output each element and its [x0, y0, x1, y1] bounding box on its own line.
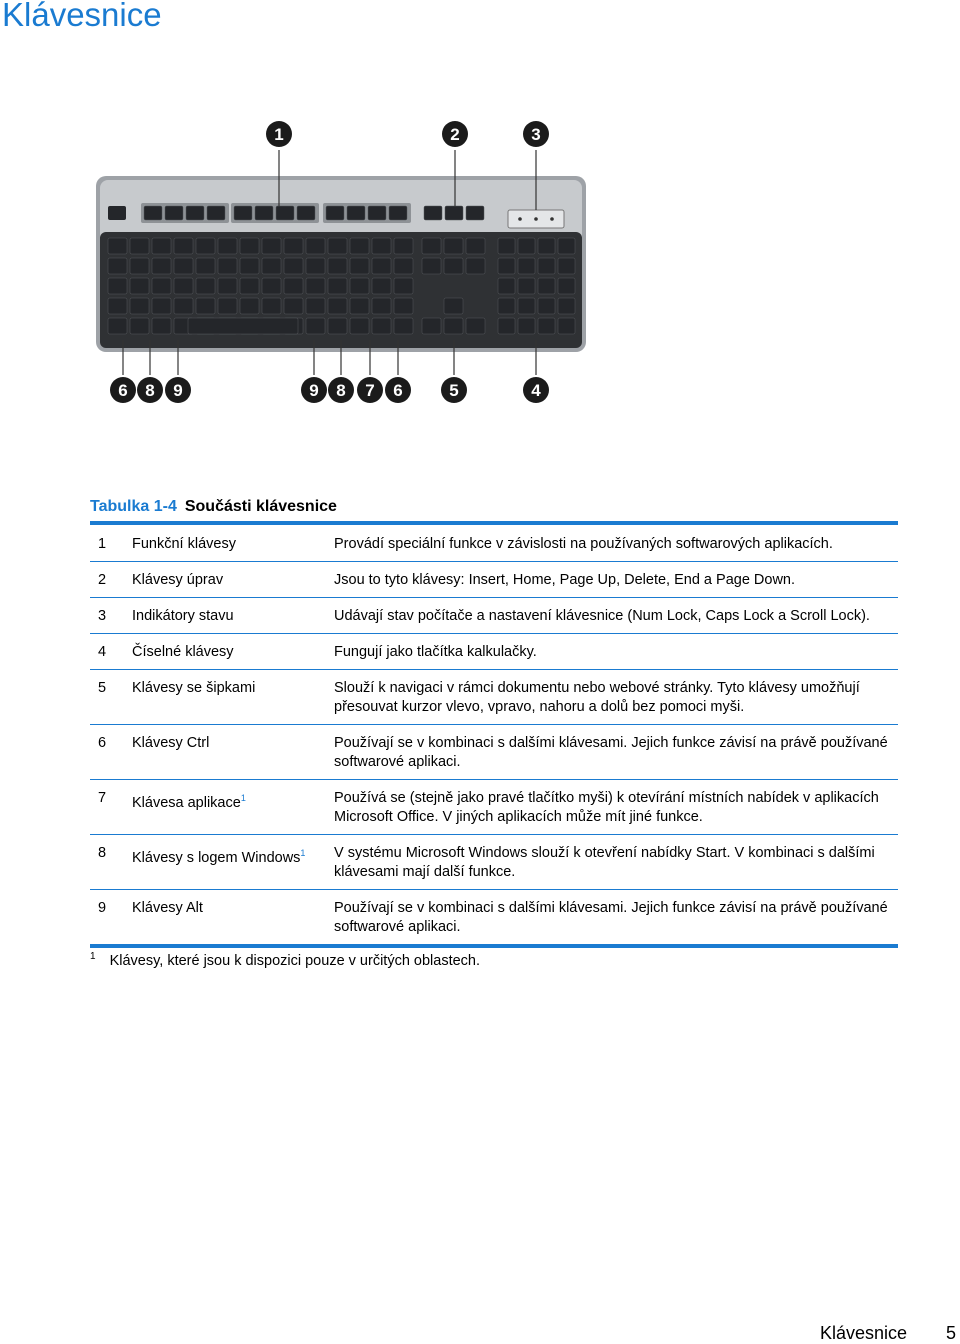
- key: [466, 206, 484, 220]
- key: [196, 258, 215, 274]
- row-number: 6: [90, 725, 132, 780]
- footer-label: Klávesnice: [820, 1323, 908, 1343]
- key: [240, 238, 259, 254]
- key: [306, 238, 325, 254]
- key: [328, 278, 347, 294]
- key: [518, 238, 535, 254]
- row-description: Fungují jako tlačítka kalkulačky.: [334, 634, 898, 670]
- key: [444, 298, 463, 314]
- key: [174, 238, 193, 254]
- row-component-name: [132, 634, 334, 670]
- component-name-text: Indikátory stavu: [132, 608, 234, 624]
- row-number: 4: [90, 634, 132, 670]
- key: [306, 318, 325, 334]
- key: [498, 318, 515, 334]
- key: [284, 278, 303, 294]
- key: [108, 318, 127, 334]
- key: [284, 258, 303, 274]
- key: [350, 298, 369, 314]
- key: [394, 318, 413, 334]
- key: [297, 206, 315, 220]
- row-component-name: [132, 598, 334, 634]
- key: [262, 278, 281, 294]
- row-description: Provádí speciální funkce v závislosti na používaných softwarových aplikacích.: [334, 526, 898, 562]
- key: [518, 278, 535, 294]
- row-component-name: [132, 562, 334, 598]
- table-caption: [90, 498, 337, 516]
- callout-number: 9: [173, 381, 183, 400]
- key: [389, 206, 407, 220]
- component-name-text: Číselné klávesy: [132, 644, 234, 660]
- key: [326, 206, 344, 220]
- key: [394, 258, 413, 274]
- key: [306, 278, 325, 294]
- key: [130, 298, 149, 314]
- key: [108, 298, 127, 314]
- key: [422, 238, 441, 254]
- key: [152, 318, 171, 334]
- table-row: [90, 890, 898, 945]
- key: [306, 298, 325, 314]
- key: [350, 318, 369, 334]
- key: [328, 298, 347, 314]
- row-description: Slouží k navigaci v rámci dokumentu nebo webové stránky. Tyto klávesy umožňují přesouvat kurzor vlevo, vpravo, nahoru a dolů bez pomoci myši.: [334, 670, 898, 725]
- key: [306, 258, 325, 274]
- key: [152, 278, 171, 294]
- table-row: [90, 526, 898, 562]
- key: [218, 278, 237, 294]
- row-number: 2: [90, 562, 132, 598]
- component-name-text: Klávesa aplikace: [132, 795, 241, 811]
- key: [466, 258, 485, 274]
- key: [518, 298, 535, 314]
- key: [328, 238, 347, 254]
- key: [240, 278, 259, 294]
- callout-number: 1: [274, 125, 284, 144]
- key: [518, 258, 535, 274]
- key: [394, 298, 413, 314]
- footnote-ref: 1: [240, 793, 246, 803]
- key: [196, 278, 215, 294]
- callout-number: 4: [531, 381, 541, 400]
- key: [218, 298, 237, 314]
- key: [284, 238, 303, 254]
- component-name-text: Klávesy s logem Windows: [132, 850, 301, 866]
- row-number: 3: [90, 598, 132, 634]
- key: [262, 258, 281, 274]
- key: [255, 206, 273, 220]
- callout-number: 6: [393, 381, 403, 400]
- key: [240, 258, 259, 274]
- row-number: 5: [90, 670, 132, 725]
- key: [262, 298, 281, 314]
- key: [538, 298, 555, 314]
- key: [174, 258, 193, 274]
- key: [186, 206, 204, 220]
- row-component-name: [132, 835, 334, 890]
- key: [445, 206, 463, 220]
- key: [218, 258, 237, 274]
- key: [538, 278, 555, 294]
- key: [188, 318, 298, 334]
- key: [394, 278, 413, 294]
- key: [424, 206, 442, 220]
- key: [347, 206, 365, 220]
- key: [108, 258, 127, 274]
- callout-number: 7: [365, 381, 375, 400]
- key: [218, 238, 237, 254]
- callout-number: 5: [449, 381, 459, 400]
- key: [165, 206, 183, 220]
- key: [372, 318, 391, 334]
- key: [558, 298, 575, 314]
- component-name-text: Klávesy se šipkami: [132, 680, 256, 696]
- row-number: 8: [90, 835, 132, 890]
- key: [498, 258, 515, 274]
- key: [152, 298, 171, 314]
- component-name-text: Klávesy úprav: [132, 572, 224, 588]
- key: [372, 258, 391, 274]
- table-row: [90, 780, 898, 835]
- row-description: Používá se (stejně jako pravé tlačítko myši) k otevírání místních nabídek v aplikacích Microsoft Office. V jiných aplikacích může mít jiné funkce.: [334, 780, 898, 835]
- footnote: [90, 951, 480, 969]
- component-name-text: Klávesy Ctrl: [132, 735, 210, 751]
- callout-number: 8: [336, 381, 346, 400]
- key: [108, 278, 127, 294]
- footnote-text: Klávesy, které jsou k dispozici pouze v určitých oblastech.: [109, 953, 481, 969]
- key: [444, 318, 463, 334]
- key: [498, 278, 515, 294]
- key: [372, 298, 391, 314]
- row-component-name: [132, 890, 334, 945]
- key: [422, 318, 441, 334]
- key: [350, 278, 369, 294]
- key: [174, 298, 193, 314]
- footnote-mark: 1: [90, 951, 96, 962]
- key: [394, 238, 413, 254]
- key: [240, 298, 259, 314]
- row-number: 1: [90, 526, 132, 562]
- table-bottom-rule: [90, 944, 898, 948]
- key: [152, 238, 171, 254]
- row-number: 9: [98, 900, 107, 916]
- key: [350, 238, 369, 254]
- key: [558, 278, 575, 294]
- callout-number: 9: [309, 381, 319, 400]
- keyboard-illustration: [88, 110, 598, 410]
- key: [466, 318, 485, 334]
- key: [152, 258, 171, 274]
- row-number: 7: [90, 780, 132, 835]
- key: [234, 206, 252, 220]
- row-component-name: [132, 526, 334, 562]
- table-row: [90, 598, 898, 634]
- callout-number: 8: [145, 381, 155, 400]
- component-name-text: Funkční klávesy: [132, 536, 236, 552]
- key: [444, 258, 463, 274]
- key: [558, 258, 575, 274]
- page-title: Klávesnice: [2, 0, 162, 33]
- row-description: V systému Microsoft Windows slouží k otevření nabídky Start. V kombinaci s dalšími klávesami mají další funkce.: [334, 835, 898, 890]
- key: [328, 318, 347, 334]
- table-row: [90, 670, 898, 725]
- key: [538, 318, 555, 334]
- table-row: [90, 725, 898, 780]
- key: [558, 238, 575, 254]
- callout-number: 3: [531, 125, 541, 144]
- callout-number: 6: [118, 381, 128, 400]
- key: [207, 206, 225, 220]
- table-row: [90, 562, 898, 598]
- key: [538, 258, 555, 274]
- key: [130, 318, 149, 334]
- key: [130, 238, 149, 254]
- component-name-text: Klávesy Alt: [132, 900, 203, 916]
- table-caption-number: Tabulka 1-4: [90, 498, 177, 515]
- key: [372, 238, 391, 254]
- row-component-name: [132, 670, 334, 725]
- table-caption-text: Součásti klávesnice: [184, 498, 337, 515]
- key: [144, 206, 162, 220]
- table-row: [90, 835, 898, 890]
- table-row: [90, 634, 898, 670]
- key: [422, 258, 441, 274]
- row-description: Používají se v kombinaci s dalšími klávesami. Jejich funkce závisí na právě používané softwarové aplikaci.: [334, 725, 898, 780]
- key: [518, 318, 535, 334]
- components-table: [90, 526, 898, 944]
- key: [538, 238, 555, 254]
- row-description: Používají se v kombinaci s dalšími klávesami. Jejich funkce závisí na právě používané softwarové aplikaci.: [334, 900, 888, 935]
- key: [196, 238, 215, 254]
- key: [372, 278, 391, 294]
- table-top-rule: [90, 521, 898, 525]
- row-description: Jsou to tyto klávesy: Insert, Home, Page Up, Delete, End a Page Down.: [334, 562, 898, 598]
- key: [130, 258, 149, 274]
- key: [284, 298, 303, 314]
- key: [498, 238, 515, 254]
- key: [196, 298, 215, 314]
- key: [174, 278, 193, 294]
- key: [466, 238, 485, 254]
- key: [108, 238, 127, 254]
- key: [130, 278, 149, 294]
- key: [368, 206, 386, 220]
- key: [350, 258, 369, 274]
- page-number: 5: [946, 1323, 957, 1343]
- row-description: Udávají stav počítače a nastavení klávesnice (Num Lock, Caps Lock a Scroll Lock).: [334, 598, 898, 634]
- key: [498, 298, 515, 314]
- footnote-ref: 1: [300, 848, 306, 858]
- row-component-name: [132, 780, 334, 835]
- row-component-name: [132, 725, 334, 780]
- key: [276, 206, 294, 220]
- key: [444, 238, 463, 254]
- key: [328, 258, 347, 274]
- key: [262, 238, 281, 254]
- callout-number: 2: [450, 125, 460, 144]
- key: [558, 318, 575, 334]
